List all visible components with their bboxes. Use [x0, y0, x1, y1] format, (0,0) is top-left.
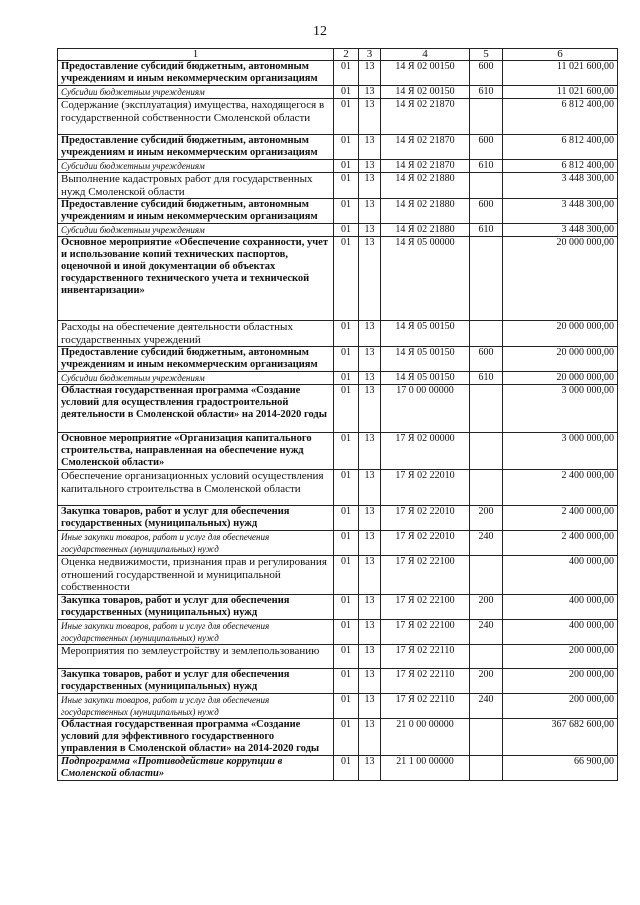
row-name-cell: Субсидии бюджетным учреждениям — [58, 224, 334, 237]
table-row — [58, 619, 618, 644]
expense-type-cell: 600 — [470, 61, 503, 86]
row-name-cell: Выполнение кадастровых работ для государственных нужд Смоленской области — [58, 173, 334, 199]
table-row — [58, 237, 618, 321]
target-code-cell: 14 Я 05 00150 — [381, 321, 470, 347]
amount-cell: 3 448 300,00 — [503, 224, 618, 237]
target-code-cell: 17 Я 02 22010 — [381, 470, 470, 506]
section-code-cell: 01 — [334, 237, 359, 321]
row-name-cell: Расходы на обеспечение деятельности областных государственных учреждений — [58, 321, 334, 347]
table-row — [58, 199, 618, 224]
row-name-cell: Субсидии бюджетным учреждениям — [58, 86, 334, 99]
expense-type-cell — [470, 556, 503, 595]
table-row — [58, 99, 618, 135]
table-row — [58, 506, 618, 531]
section-code-cell: 01 — [334, 619, 359, 644]
expense-type-cell — [470, 470, 503, 506]
subsection-code-cell: 13 — [359, 160, 381, 173]
amount-cell: 11 021 600,00 — [503, 86, 618, 99]
target-code-cell: 17 Я 02 22110 — [381, 644, 470, 668]
section-code-cell: 01 — [334, 347, 359, 372]
table-row — [58, 718, 618, 755]
table-row — [58, 693, 618, 718]
col-header-1: 1 — [58, 49, 334, 61]
subsection-code-cell: 13 — [359, 321, 381, 347]
subsection-code-cell: 13 — [359, 61, 381, 86]
section-code-cell: 01 — [334, 433, 359, 470]
table-row — [58, 372, 618, 385]
amount-cell: 3 000 000,00 — [503, 433, 618, 470]
expense-type-cell: 610 — [470, 372, 503, 385]
target-code-cell: 14 Я 02 00150 — [381, 61, 470, 86]
expense-type-cell: 600 — [470, 135, 503, 160]
section-code-cell: 01 — [334, 99, 359, 135]
target-code-cell: 14 Я 02 21880 — [381, 199, 470, 224]
amount-cell: 3 000 000,00 — [503, 385, 618, 433]
amount-cell: 400 000,00 — [503, 619, 618, 644]
target-code-cell: 21 0 00 00000 — [381, 718, 470, 755]
table-row — [58, 433, 618, 470]
row-name-cell: Субсидии бюджетным учреждениям — [58, 160, 334, 173]
subsection-code-cell: 13 — [359, 237, 381, 321]
subsection-code-cell: 13 — [359, 173, 381, 199]
expense-type-cell: 200 — [470, 668, 503, 693]
table-row — [58, 594, 618, 619]
section-code-cell: 01 — [334, 556, 359, 595]
section-code-cell: 01 — [334, 199, 359, 224]
target-code-cell: 17 0 00 00000 — [381, 385, 470, 433]
section-code-cell: 01 — [334, 644, 359, 668]
row-name-cell: Предоставление субсидий бюджетным, автономным учреждениям и иным некоммерческим организациям — [58, 199, 334, 224]
page-number: 12 — [313, 24, 327, 39]
amount-cell: 2 400 000,00 — [503, 506, 618, 531]
amount-cell: 6 812 400,00 — [503, 160, 618, 173]
expense-type-cell — [470, 755, 503, 780]
section-code-cell: 01 — [334, 61, 359, 86]
row-name-cell: Содержание (эксплуатация) имущества, находящегося в государственной собственности Смоленской области — [58, 99, 334, 135]
expense-type-cell — [470, 99, 503, 135]
row-name-cell: Иные закупки товаров, работ и услуг для обеспечения государственных (муниципальных) нужд — [58, 619, 334, 644]
table-row — [58, 160, 618, 173]
col-header-6: 6 — [503, 49, 618, 61]
expense-type-cell: 600 — [470, 199, 503, 224]
subsection-code-cell: 13 — [359, 347, 381, 372]
subsection-code-cell: 13 — [359, 693, 381, 718]
target-code-cell: 17 Я 02 22100 — [381, 619, 470, 644]
row-name-cell: Основное мероприятие «Обеспечение сохранности, учет и использование копий технических паспортов, оценочной и иной документации об объектах государственного технического учета и технической инвентаризации» — [58, 237, 334, 321]
section-code-cell: 01 — [334, 531, 359, 556]
section-code-cell: 01 — [334, 594, 359, 619]
subsection-code-cell: 13 — [359, 556, 381, 595]
subsection-code-cell: 13 — [359, 199, 381, 224]
section-code-cell: 01 — [334, 693, 359, 718]
section-code-cell: 01 — [334, 173, 359, 199]
table-row — [58, 755, 618, 780]
target-code-cell: 21 1 00 00000 — [381, 755, 470, 780]
section-code-cell: 01 — [334, 755, 359, 780]
target-code-cell: 14 Я 02 21870 — [381, 135, 470, 160]
row-name-cell: Областная государственная программа «Создание условий для осуществления градостроительной деятельности в Смоленской области» на 2014-2020 годы — [58, 385, 334, 433]
amount-cell: 400 000,00 — [503, 556, 618, 595]
table-row — [58, 385, 618, 433]
amount-cell: 3 448 300,00 — [503, 199, 618, 224]
amount-cell: 20 000 000,00 — [503, 347, 618, 372]
target-code-cell: 14 Я 05 00150 — [381, 347, 470, 372]
expense-type-cell: 200 — [470, 506, 503, 531]
subsection-code-cell: 13 — [359, 755, 381, 780]
table-row — [58, 556, 618, 595]
amount-cell: 2 400 000,00 — [503, 531, 618, 556]
expense-type-cell — [470, 321, 503, 347]
table-row — [58, 86, 618, 99]
amount-cell: 6 812 400,00 — [503, 99, 618, 135]
row-name-cell: Предоставление субсидий бюджетным, автономным учреждениям и иным некоммерческим организациям — [58, 61, 334, 86]
row-name-cell: Мероприятия по землеустройству и землепользованию — [58, 644, 334, 668]
expense-type-cell — [470, 644, 503, 668]
row-name-cell: Иные закупки товаров, работ и услуг для обеспечения государственных (муниципальных) нужд — [58, 693, 334, 718]
subsection-code-cell: 13 — [359, 372, 381, 385]
amount-cell: 367 682 600,00 — [503, 718, 618, 755]
amount-cell: 200 000,00 — [503, 644, 618, 668]
target-code-cell: 14 Я 02 21880 — [381, 173, 470, 199]
row-name-cell: Закупка товаров, работ и услуг для обеспечения государственных (муниципальных) нужд — [58, 594, 334, 619]
subsection-code-cell: 13 — [359, 531, 381, 556]
row-name-cell: Субсидии бюджетным учреждениям — [58, 372, 334, 385]
target-code-cell: 14 Я 02 21880 — [381, 224, 470, 237]
row-name-cell: Предоставление субсидий бюджетным, автономным учреждениям и иным некоммерческим организациям — [58, 135, 334, 160]
subsection-code-cell: 13 — [359, 470, 381, 506]
target-code-cell: 17 Я 02 22010 — [381, 506, 470, 531]
table-row — [58, 135, 618, 160]
table-row — [58, 224, 618, 237]
amount-cell: 200 000,00 — [503, 668, 618, 693]
target-code-cell: 14 Я 05 00000 — [381, 237, 470, 321]
expense-type-cell: 610 — [470, 224, 503, 237]
section-code-cell: 01 — [334, 385, 359, 433]
row-name-cell: Областная государственная программа «Создание условий для эффективного государственного управления в Смоленской области» на 2014-2020 годы — [58, 718, 334, 755]
subsection-code-cell: 13 — [359, 619, 381, 644]
row-name-cell: Предоставление субсидий бюджетным, автономным учреждениям и иным некоммерческим организациям — [58, 347, 334, 372]
amount-cell: 20 000 000,00 — [503, 237, 618, 321]
target-code-cell: 14 Я 05 00150 — [381, 372, 470, 385]
subsection-code-cell: 13 — [359, 99, 381, 135]
table-row — [58, 61, 618, 86]
row-name-cell: Обеспечение организационных условий осуществления капитального строительства в Смоленской области — [58, 470, 334, 506]
subsection-code-cell: 13 — [359, 224, 381, 237]
expense-type-cell: 240 — [470, 693, 503, 718]
col-header-5: 5 — [470, 49, 503, 61]
col-header-2: 2 — [334, 49, 359, 61]
header-row — [58, 49, 618, 61]
expense-type-cell — [470, 433, 503, 470]
expense-type-cell: 240 — [470, 531, 503, 556]
expense-type-cell — [470, 718, 503, 755]
target-code-cell: 17 Я 02 22100 — [381, 556, 470, 595]
amount-cell: 2 400 000,00 — [503, 470, 618, 506]
section-code-cell: 01 — [334, 506, 359, 531]
table-row — [58, 347, 618, 372]
section-code-cell: 01 — [334, 668, 359, 693]
row-name-cell: Иные закупки товаров, работ и услуг для обеспечения государственных (муниципальных) нужд — [58, 531, 334, 556]
target-code-cell: 14 Я 02 00150 — [381, 86, 470, 99]
section-code-cell: 01 — [334, 321, 359, 347]
subsection-code-cell: 13 — [359, 506, 381, 531]
target-code-cell: 17 Я 02 00000 — [381, 433, 470, 470]
subsection-code-cell: 13 — [359, 718, 381, 755]
table-row — [58, 470, 618, 506]
subsection-code-cell: 13 — [359, 594, 381, 619]
section-code-cell: 01 — [334, 86, 359, 99]
subsection-code-cell: 13 — [359, 644, 381, 668]
expense-type-cell: 240 — [470, 619, 503, 644]
table-row — [58, 173, 618, 199]
subsection-code-cell: 13 — [359, 385, 381, 433]
amount-cell: 11 021 600,00 — [503, 61, 618, 86]
table-row — [58, 644, 618, 668]
budget-table — [57, 48, 618, 781]
row-name-cell: Основное мероприятие «Организация капитального строительства, направленная на обеспечение нужд Смоленской области» — [58, 433, 334, 470]
amount-cell: 6 812 400,00 — [503, 135, 618, 160]
section-code-cell: 01 — [334, 718, 359, 755]
expense-type-cell: 610 — [470, 86, 503, 99]
target-code-cell: 17 Я 02 22010 — [381, 531, 470, 556]
amount-cell: 20 000 000,00 — [503, 321, 618, 347]
target-code-cell: 14 Я 02 21870 — [381, 160, 470, 173]
col-header-4: 4 — [381, 49, 470, 61]
section-code-cell: 01 — [334, 135, 359, 160]
subsection-code-cell: 13 — [359, 86, 381, 99]
section-code-cell: 01 — [334, 160, 359, 173]
expense-type-cell — [470, 237, 503, 321]
col-header-3: 3 — [359, 49, 381, 61]
expense-type-cell: 200 — [470, 594, 503, 619]
row-name-cell: Закупка товаров, работ и услуг для обеспечения государственных (муниципальных) нужд — [58, 506, 334, 531]
amount-cell: 200 000,00 — [503, 693, 618, 718]
expense-type-cell — [470, 173, 503, 199]
subsection-code-cell: 13 — [359, 135, 381, 160]
subsection-code-cell: 13 — [359, 433, 381, 470]
table-row — [58, 321, 618, 347]
section-code-cell: 01 — [334, 372, 359, 385]
amount-cell: 3 448 300,00 — [503, 173, 618, 199]
table-row — [58, 668, 618, 693]
table-row — [58, 531, 618, 556]
target-code-cell: 17 Я 02 22100 — [381, 594, 470, 619]
section-code-cell: 01 — [334, 470, 359, 506]
amount-cell: 20 000 000,00 — [503, 372, 618, 385]
expense-type-cell: 610 — [470, 160, 503, 173]
target-code-cell: 17 Я 02 22110 — [381, 693, 470, 718]
expense-type-cell — [470, 385, 503, 433]
target-code-cell: 17 Я 02 22110 — [381, 668, 470, 693]
row-name-cell: Оценка недвижимости, признания прав и регулирования отношений государственной и муниципальной собственности — [58, 556, 334, 595]
row-name-cell: Закупка товаров, работ и услуг для обеспечения государственных (муниципальных) нужд — [58, 668, 334, 693]
amount-cell: 400 000,00 — [503, 594, 618, 619]
amount-cell: 66 900,00 — [503, 755, 618, 780]
row-name-cell: Подпрограмма «Противодействие коррупции в Смоленской области» — [58, 755, 334, 780]
section-code-cell: 01 — [334, 224, 359, 237]
expense-type-cell: 600 — [470, 347, 503, 372]
subsection-code-cell: 13 — [359, 668, 381, 693]
target-code-cell: 14 Я 02 21870 — [381, 99, 470, 135]
